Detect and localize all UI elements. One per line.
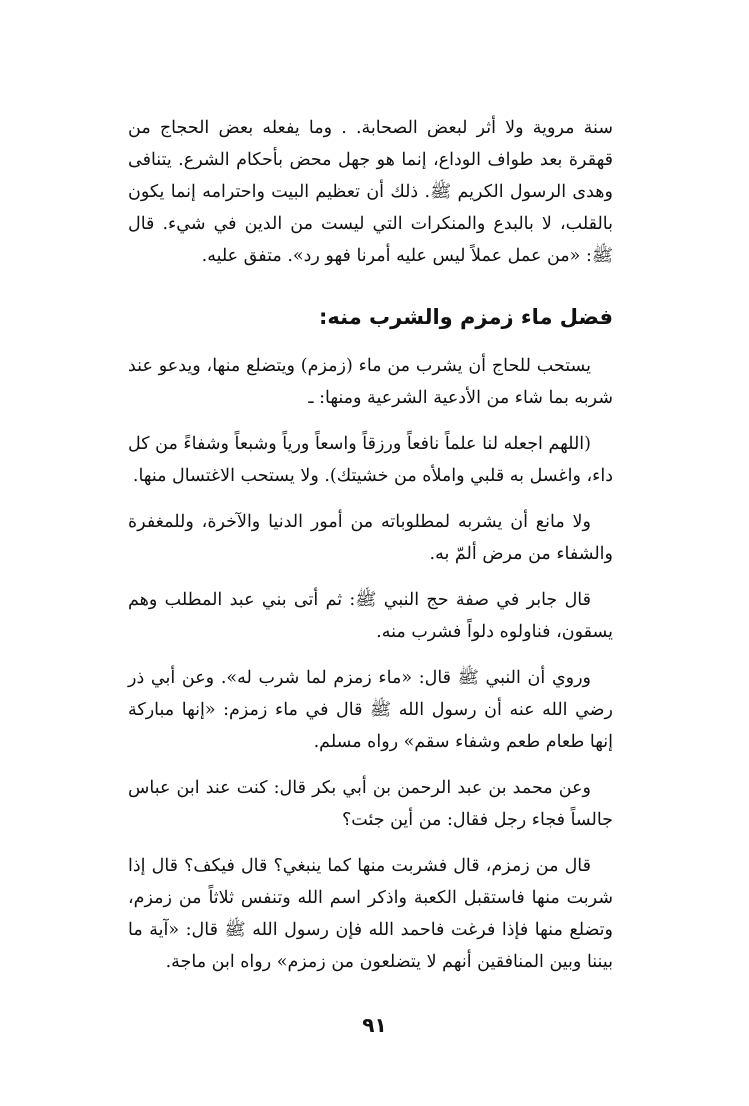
paragraph-1: يستحب للحاج أن يشرب من ماء (زمزم) ويتضلع منها، ويدعو عند شربه بما شاء من الأدعية الشرعية ومنها: ـ — [128, 356, 613, 408]
paragraph-6: وعن محمد بن عبد الرحمن بن أبي بكر قال: كنت عند ابن عباس جالساً فجاء رجل فقال: من أين جئت؟ — [128, 778, 613, 830]
paragraph-5: وروي أن النبي ﷺ قال: «ماء زمزم لما شرب له». وعن أبي ذر رضي الله عنه أن رسول الله ﷺ قال في ماء زمزم: «إنها مباركة إنها طعام طعم وشفاء سقم» رواه مسلم. — [128, 668, 613, 752]
paragraph-3: ولا مانع أن يشربه لمطلوباته من أمور الدنيا والآخرة، وللمغفرة والشفاء من مرض ألمّ به. — [128, 512, 613, 564]
section-heading: فضل ماء زمزم والشرب منه: — [319, 305, 613, 329]
page-body — [128, 112, 613, 1042]
paragraph-7: قال من زمزم، قال فشربت منها كما ينبغي؟ قال فيكف؟ قال إذا شربت منها فاستقبل الكعبة واذكر اسم الله وتنفس ثلاثاً من زمزم، وتضلع منها فإذا فرغت فاحمد الله فإن رسول الله ﷺ قال: «آية ما بيننا وبين المنافقين أنهم لا يتضلعون من زمزم» رواه ابن ماجة. — [128, 856, 613, 972]
paragraph-4: قال جابر في صفة حج النبي ﷺ: ثم أتى بني عبد المطلب وهم يسقون، فناولوه دلواً فشرب منه. — [128, 590, 613, 642]
page-number: ٩١ — [362, 1013, 387, 1037]
paragraph-intro: سنة مروية ولا أثر لبعض الصحابة. . وما يفعله بعض الحجاج من قهقرة بعد طواف الوداع، إنما هو جهل محض بأحكام الشرع. يتنافى وهدى الرسول الكريم ﷺ. ذلك أن تعظيم البيت واحترامه إنما يكون بالقلب، لا بالبدع والمنكرات التي ليست من الدين في شيء. قال ﷺ: «من عمل عملاً ليس عليه أمرنا فهو رد». متفق عليه. — [128, 118, 613, 266]
paragraph-2: (اللهم اجعله لنا علماً نافعاً ورزقاً واسعاً ورياً وشبعاً وشفاءً من كل داء، واغسل به قلبي واملأه من خشيتك). ولا يستحب الاغتسال منها. — [128, 434, 613, 486]
